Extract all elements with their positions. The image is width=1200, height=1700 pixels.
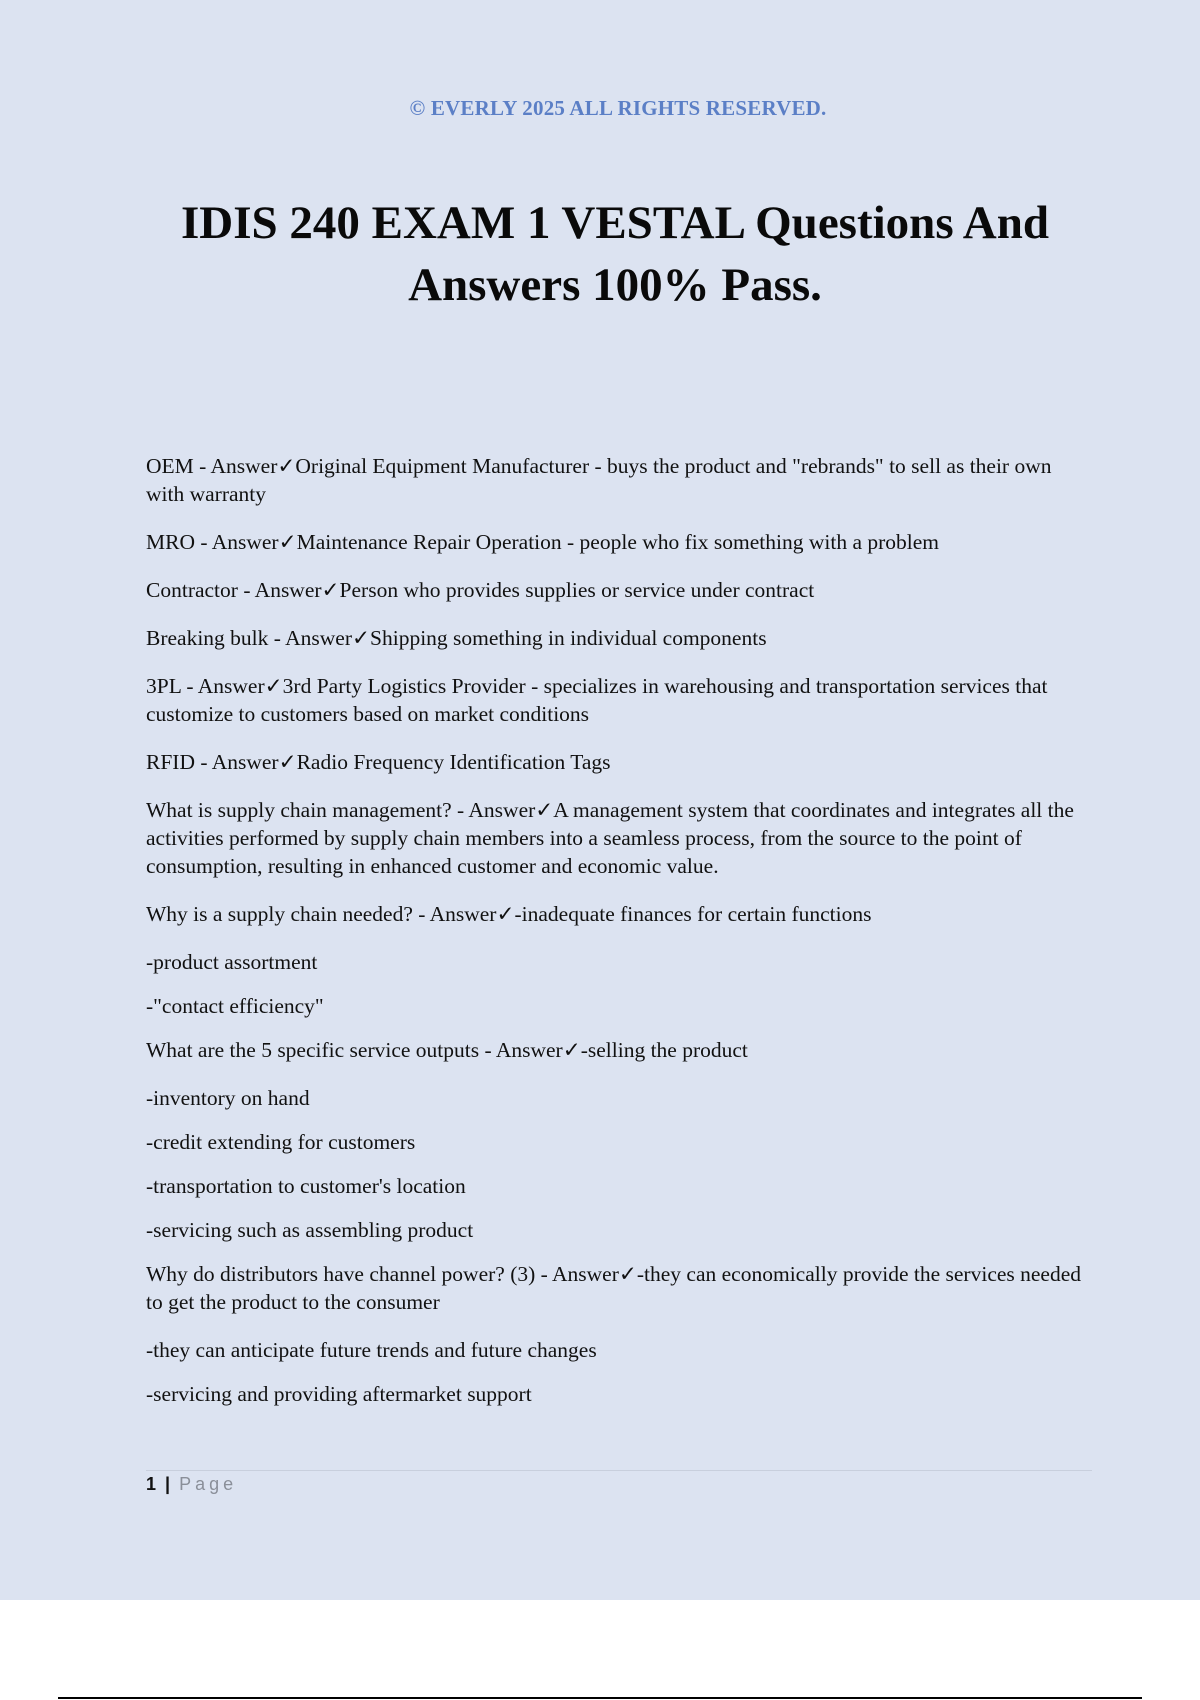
- qa-entry: What are the 5 specific service outputs - Answer✓-selling the product: [146, 1038, 748, 1062]
- qa-entry: Why is a supply chain needed? - Answer✓-inadequate finances for certain functions: [146, 902, 872, 926]
- qa-entry: RFID - Answer✓Radio Frequency Identification Tags: [146, 750, 611, 774]
- page-footer: [146, 1474, 237, 1495]
- page-label: Page: [179, 1474, 238, 1494]
- qa-entry: What is supply chain management? - Answer✓A management system that coordinates and integrates all the activities performed by supply chain members into a seamless process, from the source to the point of consumption, resulting in enhanced customer and economic value.: [146, 798, 1074, 878]
- page-separator: |: [165, 1474, 171, 1494]
- footer-divider: [146, 1470, 1092, 1471]
- qa-answer-item: -they can anticipate future trends and future changes: [146, 1338, 597, 1362]
- qa-answer-item: -transportation to customer's location: [146, 1174, 466, 1198]
- page-number: 1: [146, 1474, 157, 1494]
- qa-entry: Why do distributors have channel power? (3) - Answer✓-they can economically provide the services needed to get the product to the consumer: [146, 1262, 1082, 1314]
- qa-answer-item: -inventory on hand: [146, 1086, 310, 1110]
- qa-answer-item: -product assortment: [146, 950, 318, 974]
- document-title: IDIS 240 EXAM 1 VESTAL Questions And Answers 100% Pass.: [180, 197, 1049, 311]
- qa-entry: Breaking bulk - Answer✓Shipping something in individual components: [146, 626, 767, 650]
- qa-entry: MRO - Answer✓Maintenance Repair Operation - people who fix something with a problem: [146, 530, 940, 554]
- qa-answer-item: -credit extending for customers: [146, 1130, 416, 1154]
- bottom-divider: [58, 1697, 1142, 1699]
- qa-answer-item: -"contact efficiency": [146, 994, 324, 1018]
- qa-entry: OEM - Answer✓Original Equipment Manufacturer - buys the product and "rebrands" to sell as their own with warranty: [146, 454, 1052, 506]
- qa-list: [146, 452, 1092, 1424]
- qa-entry: 3PL - Answer✓3rd Party Logistics Provider - specializes in warehousing and transportation services that customize to customers based on market conditions: [146, 674, 1048, 726]
- copyright-header: © EVERLY 2025 ALL RIGHTS RESERVED.: [409, 96, 827, 120]
- qa-answer-item: -servicing such as assembling product: [146, 1218, 474, 1242]
- qa-entry: Contractor - Answer✓Person who provides supplies or service under contract: [146, 578, 815, 602]
- qa-answer-item: -servicing and providing aftermarket support: [146, 1382, 532, 1406]
